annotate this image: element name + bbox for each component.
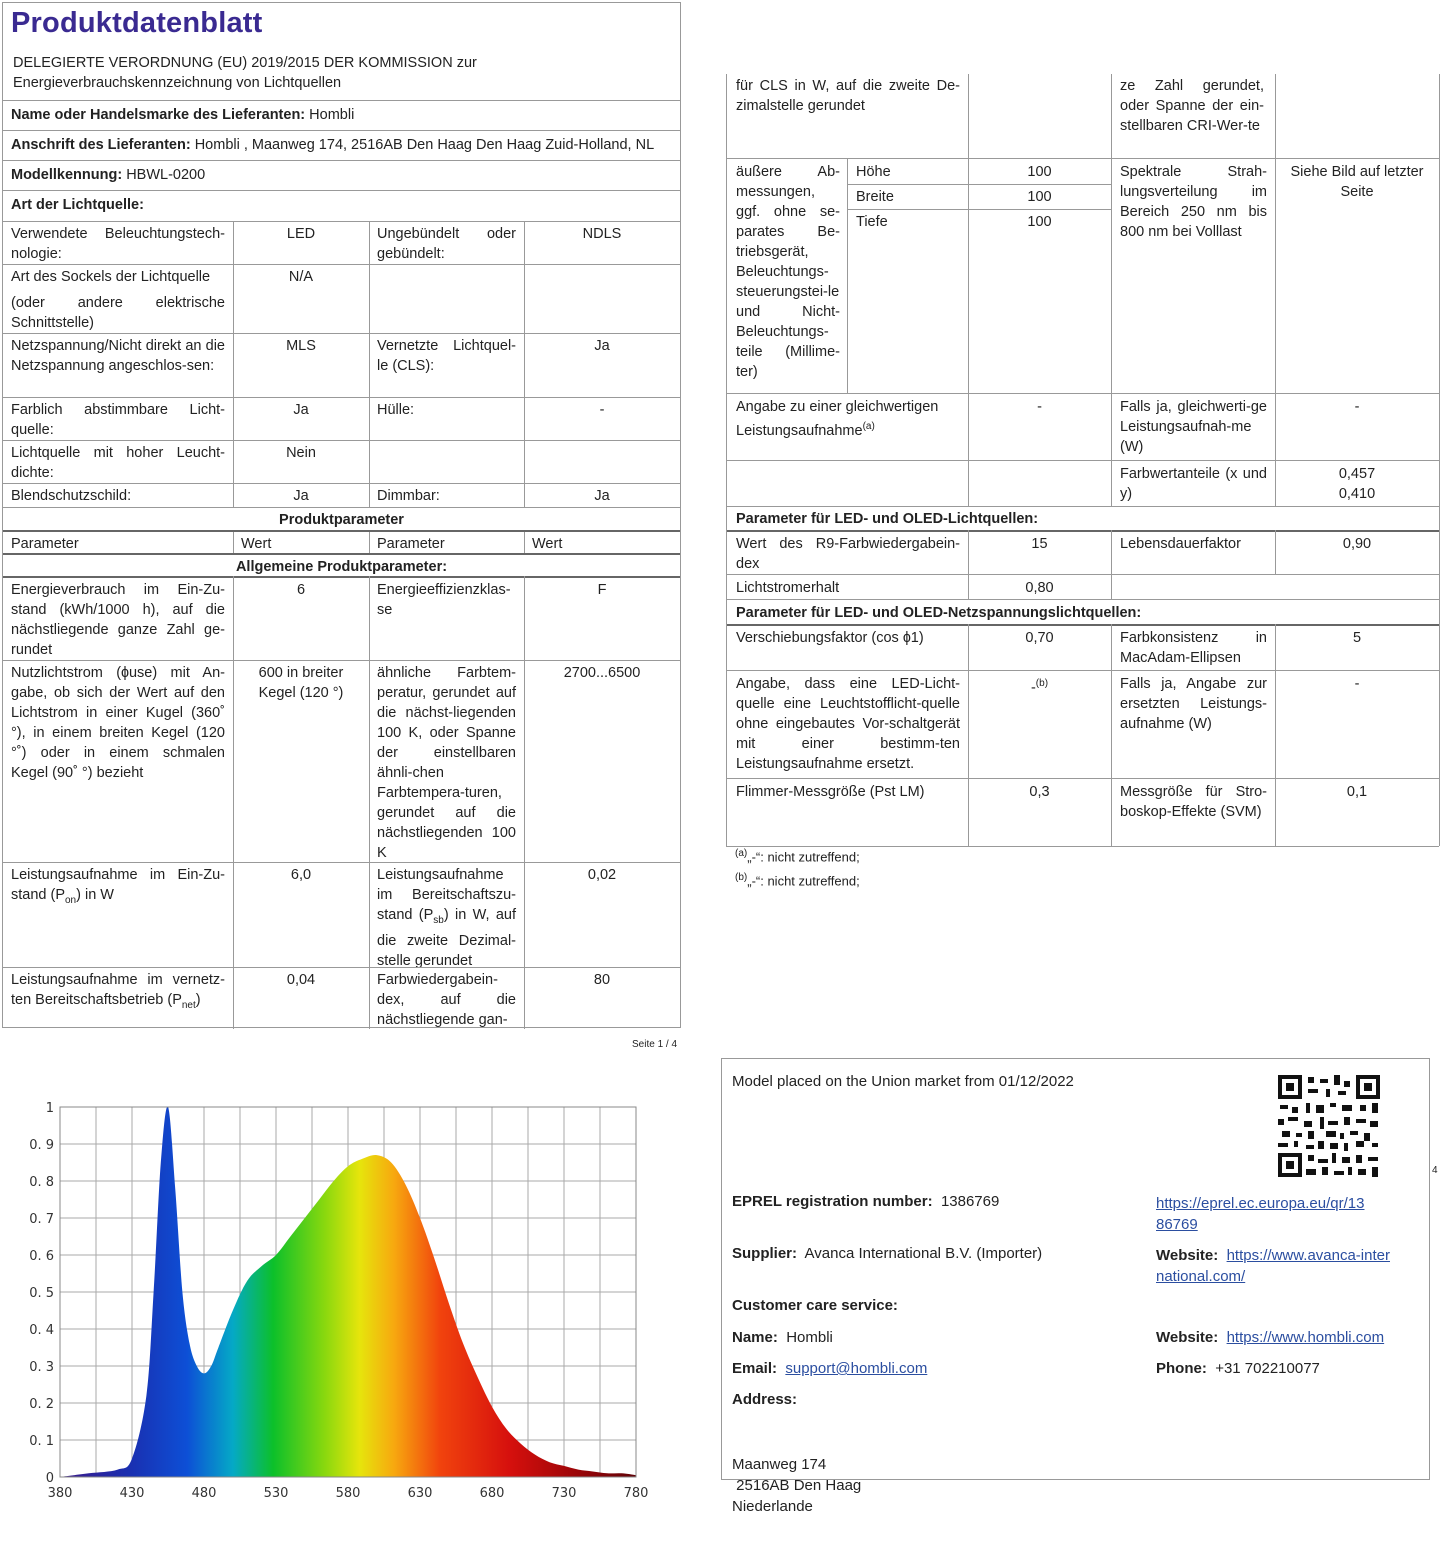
tunable-value: Ja: [293, 402, 309, 418]
high-luminance-value: Nein: [286, 445, 316, 461]
y-tick-label: 0. 3: [29, 1360, 54, 1375]
x-tick-label: 380: [47, 1486, 73, 1500]
envelope-label: Hülle:: [377, 402, 415, 418]
cap-row: [3, 264, 680, 333]
r9-value: 15: [1031, 536, 1048, 552]
flicker-label: Flimmer-Messgröße (Pst LM): [736, 784, 925, 800]
footnote-a: $^{(a)}$„-“: nicht zutreffend;: [735, 848, 860, 865]
website2-link[interactable]: https://www.hombli.com: [1226, 1329, 1385, 1346]
x-tick-label: 480: [191, 1486, 217, 1500]
section-general: [3, 553, 680, 577]
section-product-title: Produktparameter: [279, 512, 404, 528]
energy-row: [3, 576, 680, 660]
x-tick-label: 730: [551, 1486, 577, 1500]
email-row: Email: support@hombli.com: [732, 1360, 928, 1377]
x-tick-label: 680: [479, 1486, 505, 1500]
high-luminance-row: [3, 440, 680, 483]
high-luminance-label: Lichtquelle mit hoher Leucht-dichte:: [11, 445, 225, 481]
market-placement-text: Model placed on the Union market from 01/12/2022: [732, 1073, 1074, 1090]
model-row: [3, 160, 680, 190]
website1-link[interactable]: https://www.avanca-inter: [1226, 1247, 1390, 1264]
cct-value: 2700...6500: [563, 665, 641, 681]
x-tick-label: 580: [335, 1486, 361, 1500]
energy-value: 6: [296, 582, 306, 598]
section-mains: Parameter für LED- und OLED-Netzspannungslichtquellen:: [736, 605, 1142, 621]
flux-value: 600 in breiter Kegel (120 °): [258, 665, 344, 701]
supplier-value: Hombli: [309, 107, 355, 123]
x-tick-label: 780: [623, 1486, 649, 1500]
model-label: Modellkennung:: [11, 167, 123, 183]
address-block: Maanweg 174 2516AB Den Haag Niederlande: [732, 1456, 862, 1515]
supplier-label: Name oder Handelsmarke des Lieferanten:: [11, 107, 306, 123]
r9-label: Wert des R9-Farbwiedergabein-dex: [736, 536, 960, 572]
stroboscopic-label: Messgröße für Stro-boskop-Effekte (SVM): [1120, 784, 1267, 820]
power-on-value: 6,0: [290, 867, 312, 883]
phone-value: +31 702210077: [1215, 1360, 1320, 1377]
flicker-value: 0,3: [1029, 784, 1050, 800]
power-on-label: Leistungsaufnahme im Ein-Zu-stand $(P_{on})$ in W: [11, 867, 225, 906]
networked-standby-value: 0,04: [286, 972, 316, 988]
dimmable-label: Dimmbar:: [377, 488, 440, 504]
luminous-flux-row: [3, 660, 680, 862]
efficiency-class-label: Energieeffizienzklas-se: [377, 582, 511, 618]
email-link[interactable]: support@hombli.com: [785, 1360, 928, 1377]
replacement-value: -$^{(b)}$: [1030, 678, 1049, 696]
glare-row: [3, 483, 680, 507]
y-tick-label: 1: [45, 1101, 54, 1116]
x-tick-label: 530: [263, 1486, 289, 1500]
mains-row: [3, 333, 680, 397]
cls-standby-label-cont: für CLS in W, auf die zweite De-zimalstelle gerundet: [736, 78, 960, 114]
page-title: Produktdatenblatt: [11, 7, 263, 39]
tunable-row: [3, 397, 680, 440]
equivalent-power-w-value: -: [1354, 399, 1360, 415]
y-tick-label: 0. 2: [29, 1397, 54, 1412]
y-tick-label: 0. 7: [29, 1212, 54, 1227]
cap-label: Art des Sockels der Lichtquelle: [11, 269, 211, 285]
website1-link-cont[interactable]: national.com/: [1156, 1268, 1246, 1285]
supplier-label-info: Supplier:: [732, 1245, 798, 1262]
equivalent-power-label: Angabe zu einer gleichwertigen Leistungsaufnahme$^{(a)}$: [736, 399, 939, 439]
mains-label: Netzspannung/Nicht direkt an die Netzspannung angeschlos-sen:: [11, 338, 225, 374]
spectral-value: Siehe Bild auf letzter Seite: [1290, 164, 1424, 200]
col-param-1: Parameter: [11, 536, 79, 552]
tech-label: Verwendete Beleuchtungstech-nologie:: [11, 226, 225, 262]
glare-value: Ja: [293, 488, 309, 504]
y-tick-label: 0: [45, 1471, 54, 1486]
customer-care-title: Customer care service:: [732, 1297, 898, 1314]
col-value-1: Wert: [241, 536, 272, 552]
cap-value: N/A: [288, 269, 314, 285]
y-tick-label: 0. 9: [29, 1138, 54, 1153]
product-datasheet-page1: [2, 2, 681, 1028]
address-title: Address:: [732, 1391, 798, 1408]
supplier-value-info: Avanca International B.V. (Importer): [804, 1245, 1043, 1262]
networked-standby-label: Leistungsaufnahme im vernetz-ten Bereitschaftsbetrieb $(P_{net})$: [11, 972, 225, 1011]
survival-factor-value: 0,90: [1342, 536, 1372, 552]
x-tick-label: 430: [119, 1486, 145, 1500]
colour-consistency-value: 5: [1352, 630, 1362, 646]
replaced-power-value: -: [1354, 676, 1360, 692]
colour-consistency-label: Farbkonsistenz in MacAdam-Ellipsen: [1120, 630, 1267, 666]
stroboscopic-value: 0,1: [1346, 784, 1368, 800]
col-value-2: Wert: [532, 536, 563, 552]
cct-label: ähnliche Farbtem-peratur, gerundet auf die nächst-liegenden 100 K, oder Spanne der einstellbaren ähnli-chen Farbtempera-turen, gerundet auf die nächstliegenden 100 K: [377, 665, 516, 861]
address-row: [3, 130, 680, 160]
power-on-row: [3, 862, 680, 967]
mains-value: MLS: [286, 338, 316, 354]
regulation-text: [5, 51, 665, 95]
x-tick-label: 630: [407, 1486, 433, 1500]
tunable-label: Farblich abstimmbare Licht-quelle:: [11, 402, 225, 438]
glare-label: Blendschutzschild:: [11, 488, 132, 504]
y-tick-label: 0. 1: [29, 1434, 54, 1449]
survival-factor-label: Lebensdauerfaktor: [1120, 536, 1241, 552]
footnote-b: $^{(b)}$„-“: nicht zutreffend;: [735, 872, 860, 889]
spectrum-svg: [0, 1090, 680, 1500]
name-value: Hombli: [786, 1329, 833, 1346]
website1-label: Website:: [1156, 1247, 1219, 1264]
replaced-power-label: Falls ja, Angabe zur ersetzten Leistungs-aufnahme (W): [1120, 676, 1267, 732]
website2-row: Website: https://www.hombli.com: [1156, 1329, 1385, 1346]
phone-row: Phone: +31 702210077: [1156, 1360, 1320, 1377]
cri-label: Farbwiedergabein-dex, auf die nächstliegende gan-: [377, 972, 516, 1028]
eprel-info-box: [721, 1058, 1430, 1515]
networked-standby-row: [3, 967, 680, 1029]
cri-label-cont: ze Zahl gerundet, oder Spanne der ein-stellbaren CRI-Wer-te: [1120, 78, 1264, 134]
height-label: Höhe: [856, 164, 891, 180]
flux-label: Nutzlichtstrom (ɸuse) mit An-gabe, ob sich der Wert auf den Lichtstrom in einer Kugel (360˚ °), in einem breiten Kegel (120 °˚) oder in einem schmalen Kegel (90˚ °) bezieht: [11, 665, 225, 781]
name-row: Name: Hombli: [732, 1329, 833, 1346]
y-tick-label: 0. 8: [29, 1175, 54, 1190]
spectrum-chart: [0, 1090, 680, 1500]
light-source-type-label: Art der Lichtquelle:: [11, 197, 144, 213]
address-value: Hombli , Maanweg 174, 2516AB Den Haag Den Haag Zuid-Holland, NL: [194, 137, 655, 153]
dimensions-label: äußere Ab-messungen, ggf. ohne se-parates Be-triebsgerät, Beleuchtungs-steuerungstei-le und Nicht-Beleuchtungs-teile (Millime-ter): [736, 164, 840, 380]
tech-value: LED: [286, 226, 316, 242]
depth-value: 100: [1027, 214, 1052, 230]
eprel-link[interactable]: https://eprel.ec.europa.eu/qr/13 86769: [1156, 1195, 1365, 1233]
regulation-line-2: Energieverbrauchskennzeichnung von Lichtquellen: [13, 75, 342, 91]
lumen-maintenance-label: Lichtstromerhalt: [736, 580, 840, 596]
product-datasheet-page2: [726, 74, 1439, 848]
page-number: Seite 1 / 4: [632, 1039, 678, 1050]
replacement-label: Angabe, dass eine LED-Licht-quelle eine Leuchtstofflicht-quelle ohne eingebautes Vor-schaltgerät mit einer bestimm-ten Leistungsaufnahme ersetzt.: [736, 676, 960, 772]
y-tick-label: 0. 4: [29, 1323, 54, 1338]
depth-label: Tiefe: [856, 214, 888, 230]
column-header-row: [3, 530, 680, 554]
supplier-row-info: [732, 1245, 1042, 1262]
focus-label: Ungebündelt oder gebündelt:: [377, 226, 516, 262]
regulation-line-1: DELEGIERTE VERORDNUNG (EU) 2019/2015 DER KOMMISSION zur: [13, 55, 477, 71]
width-value: 100: [1027, 189, 1052, 205]
width-label: Breite: [856, 189, 894, 205]
light-source-type-row: [3, 190, 680, 220]
displacement-factor-value: 0,70: [1025, 630, 1054, 646]
y-tick-label: 0. 6: [29, 1249, 54, 1264]
lumen-maintenance-value: 0,80: [1025, 580, 1054, 596]
chromaticity-label: Farbwertanteile (x und y): [1120, 466, 1267, 502]
standby-value: 0,02: [587, 867, 617, 883]
model-value: HBWL-0200: [126, 167, 206, 183]
qr-code-icon[interactable]: [1278, 1075, 1380, 1177]
address-label: Anschrift des Lieferanten:: [11, 137, 191, 153]
section-led: Parameter für LED- und OLED-Lichtquellen:: [736, 511, 1039, 527]
cls-label: Vernetzte Lichtquel-le (CLS):: [377, 338, 516, 374]
section-product-params: [3, 507, 680, 531]
section-general-title: Allgemeine Produktparameter:: [235, 559, 448, 575]
edge-page-digit: 4: [1432, 1165, 1438, 1176]
envelope-value: -: [599, 402, 605, 418]
equivalent-power-w-label: Falls ja, gleichwerti-ge Leistungsaufnah-me (W): [1120, 399, 1267, 455]
displacement-factor-label: Verschiebungsfaktor (cos ɸ1): [736, 630, 924, 646]
cri-value: 80: [593, 972, 611, 988]
standby-label: Leistungsaufnahme im Bereitschaftszu-stand $(P_{sb})$ in W, auf die zweite Dezimal-stelle gerundet: [377, 867, 516, 969]
equivalent-power-value: -: [1037, 399, 1042, 415]
eprel-value: 1386769: [940, 1193, 1000, 1210]
col-param-2: Parameter: [377, 536, 445, 552]
height-value: 100: [1027, 164, 1052, 180]
cls-value: Ja: [594, 338, 610, 354]
dimmable-value: Ja: [594, 488, 610, 504]
supplier-row: [3, 100, 680, 130]
efficiency-class-value: F: [597, 582, 607, 598]
energy-label: Energieverbrauch im Ein-Zu-stand (kWh/1000 h), auf die nächstliegende ganze Zahl ge-rundet: [11, 582, 225, 658]
chromaticity-value: 0,457 0,410: [1338, 466, 1376, 502]
tech-row: [3, 221, 680, 264]
spectral-label: Spektrale Strah-lungsverteilung im Bereich 250 nm bis 800 nm bei Volllast: [1120, 164, 1267, 240]
focus-value: NDLS: [582, 226, 622, 242]
cap-label-2: (oder andere elektrische Schnittstelle): [11, 295, 225, 331]
eprel-label: EPREL registration number:: [732, 1193, 933, 1210]
eprel-row: [732, 1193, 999, 1210]
website1-row: [1156, 1245, 1390, 1287]
y-tick-label: 0. 5: [29, 1286, 54, 1301]
